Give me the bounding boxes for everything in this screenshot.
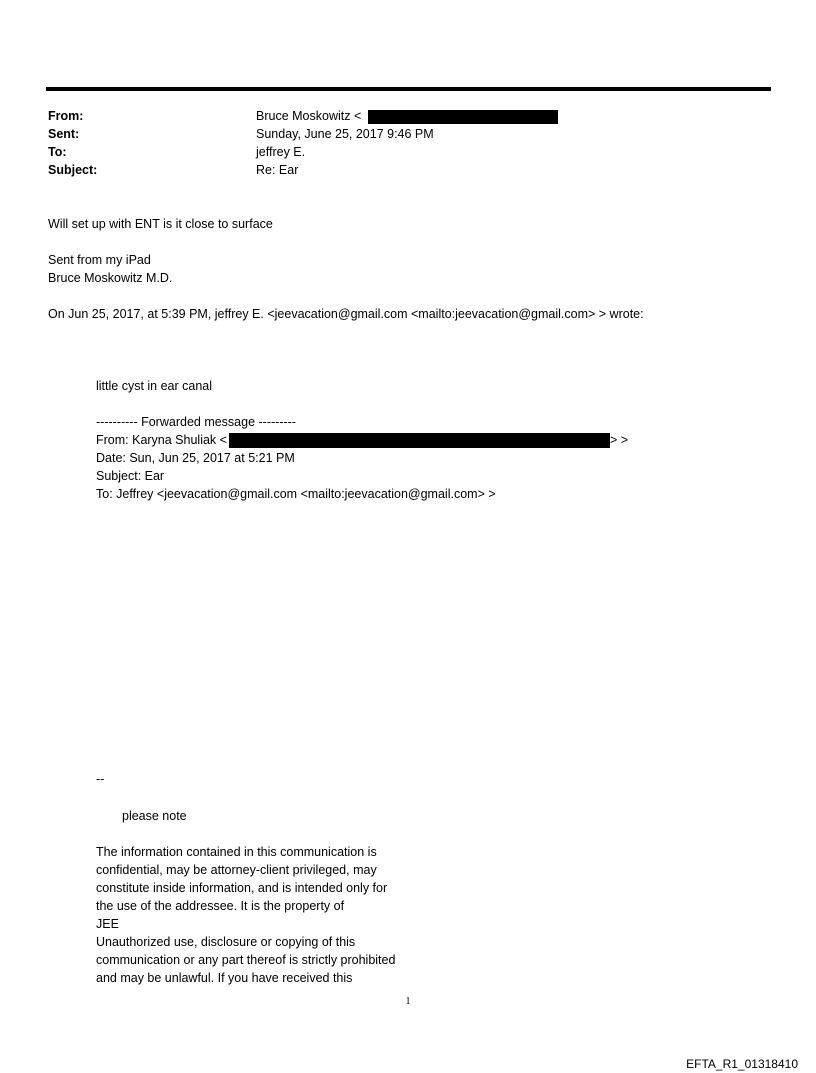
sent-label: Sent: bbox=[48, 127, 80, 141]
forwarded-marker: ---------- Forwarded message --------- bbox=[96, 415, 296, 429]
sent-value: Sunday, June 25, 2017 9:46 PM bbox=[256, 127, 434, 141]
signature-device: Sent from my iPad bbox=[48, 253, 151, 267]
redaction-bar bbox=[368, 110, 558, 124]
forwarded-subject: Subject: Ear bbox=[96, 469, 165, 483]
please-note: please note bbox=[122, 809, 187, 823]
bates-number: EFTA_R1_01318410 bbox=[686, 1057, 798, 1071]
to-value: jeffrey E. bbox=[256, 145, 306, 159]
disclaimer-line: confidential, may be attorney-client privileged, may bbox=[96, 863, 377, 877]
forwarded-date: Date: Sun, Jun 25, 2017 at 5:21 PM bbox=[96, 451, 295, 465]
quoted-body: little cyst in ear canal bbox=[96, 379, 213, 393]
disclaimer-line: communication or any part thereof is strictly prohibited bbox=[96, 953, 396, 967]
forwarded-to: To: Jeffrey <jeevacation@gmail.com <mailto:jeevacation@gmail.com> > bbox=[96, 487, 496, 501]
subject-label: Subject: bbox=[48, 163, 98, 177]
signature-name: Bruce Moskowitz M.D. bbox=[48, 271, 173, 285]
disclaimer-line: JEE bbox=[96, 917, 119, 931]
disclaimer-line: the use of the addressee. It is the property of bbox=[96, 899, 345, 913]
subject-value: Re: Ear bbox=[256, 163, 299, 177]
to-label: To: bbox=[48, 145, 67, 159]
reply-body: Will set up with ENT is it close to surface bbox=[48, 217, 273, 231]
disclaimer-line: and may be unlawful. If you have received this bbox=[96, 971, 353, 985]
forwarded-from: From: Karyna Shuliak < bbox=[96, 433, 227, 447]
redaction-bar bbox=[229, 433, 610, 448]
header-rule bbox=[46, 87, 771, 91]
from-value: Bruce Moskowitz < bbox=[256, 109, 362, 123]
disclaimer-line: The information contained in this communication is bbox=[96, 845, 377, 859]
disclaimer-line: constitute inside information, and is intended only for bbox=[96, 881, 388, 895]
signature-separator: -- bbox=[96, 772, 105, 786]
page-number: 1 bbox=[405, 996, 411, 1007]
from-label: From: bbox=[48, 109, 84, 123]
disclaimer-line: Unauthorized use, disclosure or copying of this bbox=[96, 935, 356, 949]
forwarded-from-tail: > > bbox=[610, 433, 629, 447]
quote-attribution: On Jun 25, 2017, at 5:39 PM, jeffrey E. <jeevacation@gmail.com <mailto:jeevacation@gmail.com> > wrote: bbox=[48, 307, 644, 321]
